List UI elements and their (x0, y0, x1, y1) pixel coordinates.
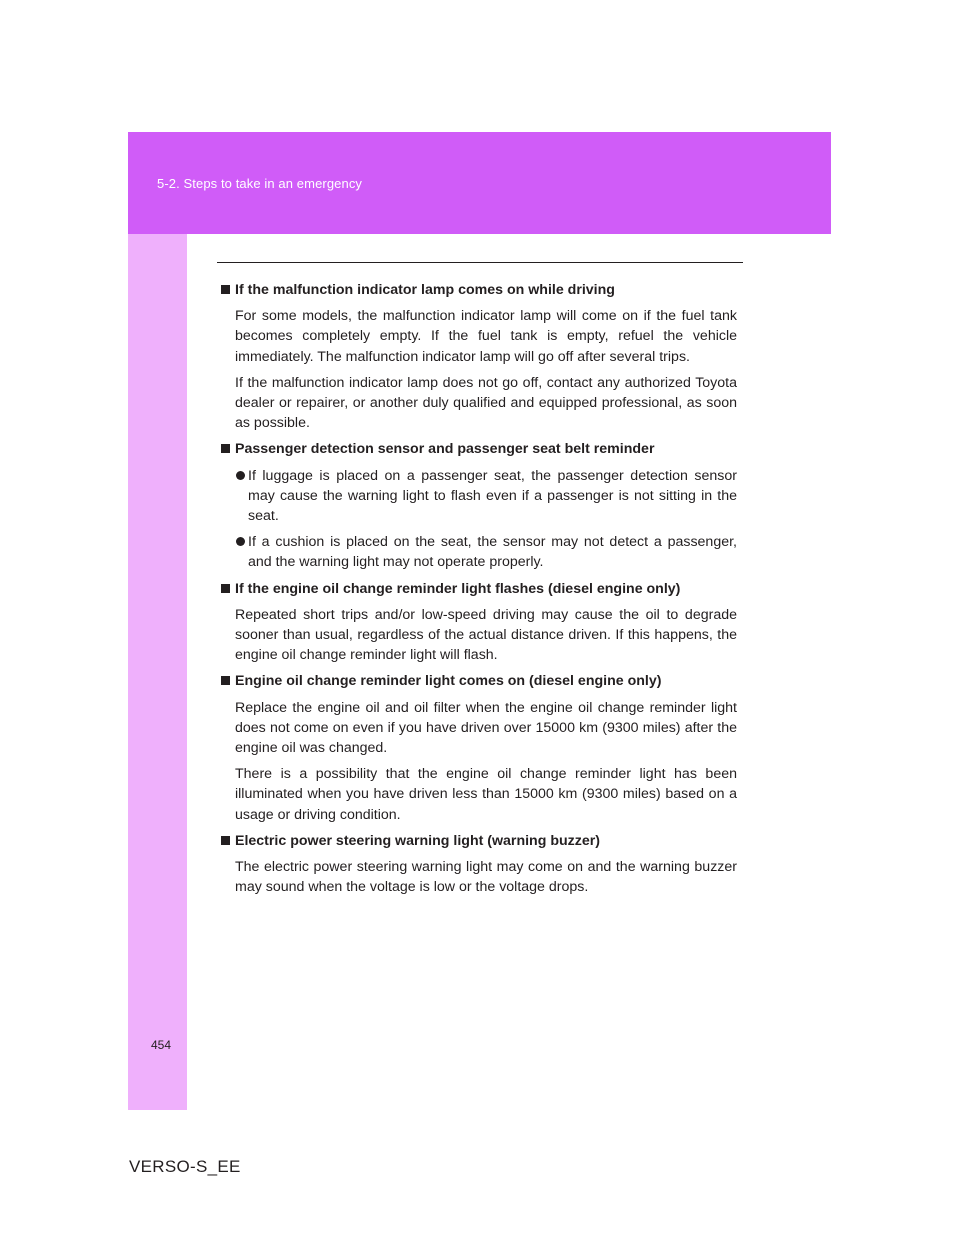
section-heading: Electric power steering warning light (warning buzzer) (221, 831, 737, 851)
square-bullet-icon (221, 836, 230, 845)
square-bullet-icon (221, 444, 230, 453)
section-heading: If the engine oil change reminder light flashes (diesel engine only) (221, 579, 737, 599)
section-heading: If the malfunction indicator lamp comes on while driving (221, 280, 737, 300)
square-bullet-icon (221, 676, 230, 685)
list-item: If luggage is placed on a passenger seat, the passenger detection sensor may cause the warning light to flash even if a passenger is not sitting in the seat. (235, 466, 737, 527)
page-content (221, 280, 737, 903)
paragraph: The electric power steering warning light may come on and the warning buzzer may sound when the voltage is low or the voltage drops. (235, 859, 737, 896)
paragraph: Repeated short trips and/or low-speed driving may cause the oil to degrade sooner than usual, regardless of the actual distance driven. If this happens, the engine oil change reminder light will flash. (235, 606, 737, 664)
paragraph: There is a possibility that the engine oil change reminder light has been illuminated when you have driven less than 15000 km (9300 miles) based on a usage or driving condition. (235, 766, 737, 823)
paragraph: If the malfunction indicator lamp does not go off, contact any authorized Toyota dealer or repairer, or another duly qualified and equipped professional, as soon as possible. (235, 374, 737, 432)
square-bullet-icon (221, 584, 230, 593)
paragraph: For some models, the malfunction indicator lamp will come on if the fuel tank becomes completely empty. If the fuel tank is empty, refuel the vehicle immediately. The malfunction indicator lamp will go off after several trips. (235, 308, 737, 365)
section-heading: Passenger detection sensor and passenger seat belt reminder (221, 439, 737, 459)
paragraph: Replace the engine oil and oil filter when the engine oil change reminder light does not come on even if you have driven over 15000 km (9300 miles) after the engine oil was changed. (235, 699, 737, 757)
square-bullet-icon (221, 285, 230, 294)
section-heading: Engine oil change reminder light comes on (diesel engine only) (221, 671, 737, 691)
list-item: If a cushion is placed on the seat, the sensor may not detect a passenger, and the warning light may not operate properly. (235, 532, 737, 572)
footer-code: VERSO-S_EE (129, 1157, 241, 1176)
top-rule (217, 262, 743, 263)
round-bullet-icon (236, 471, 245, 480)
round-bullet-icon (236, 537, 245, 546)
page-number: 454 (151, 1038, 172, 1052)
side-strip (128, 234, 187, 1110)
section-title: 5-2. Steps to take in an emergency (157, 176, 363, 191)
